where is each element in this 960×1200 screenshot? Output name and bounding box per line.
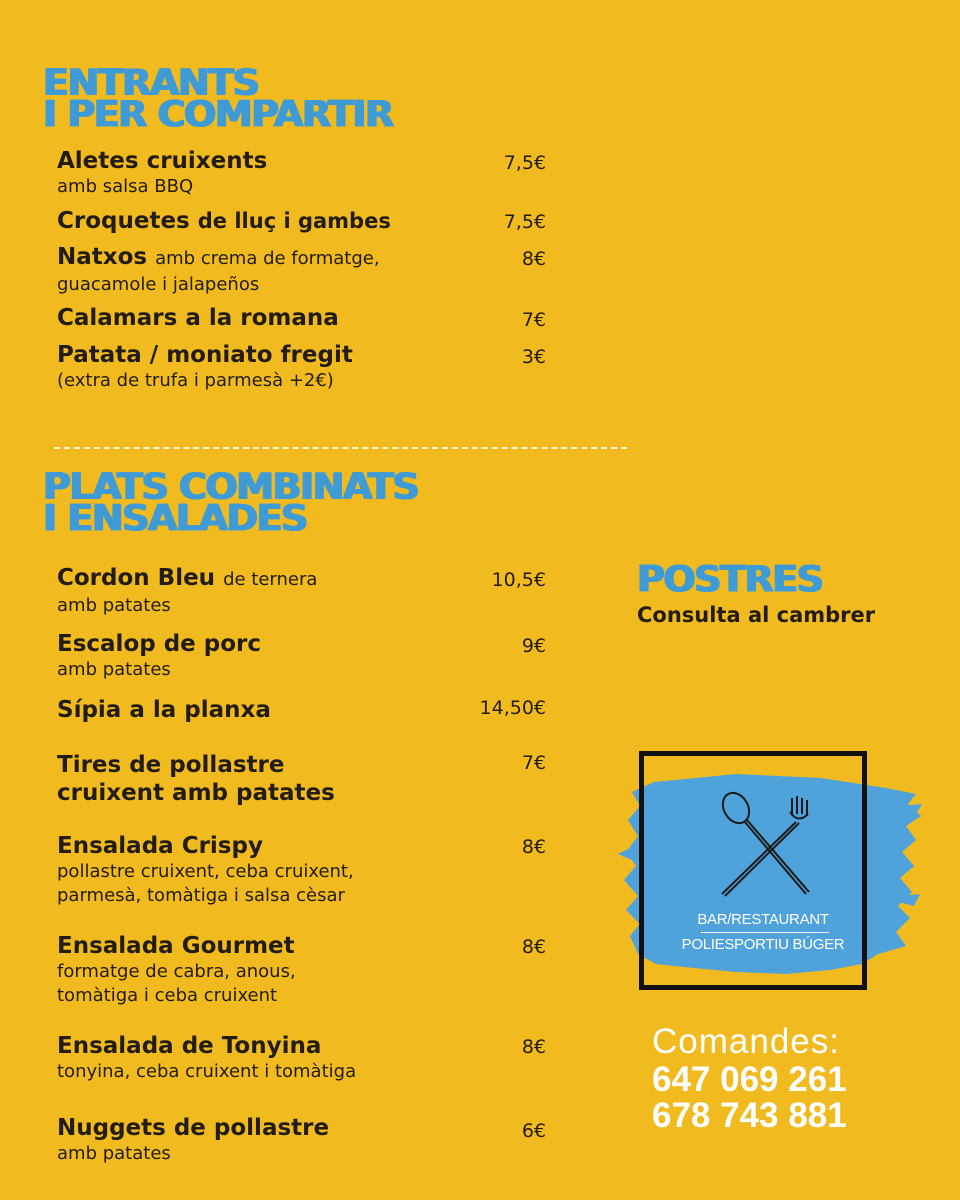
postres-subtitle: Consulta al cambrer (637, 603, 876, 627)
section-divider (54, 447, 627, 449)
item-price: 14,50€ (479, 697, 546, 719)
item-description: amb patates (57, 659, 171, 680)
postres-title: POSTRES (637, 558, 823, 600)
item-name-line2: cruixent amb patates (57, 780, 335, 806)
item-description: tonyina, ceba cruixent i tomàtiga (57, 1061, 357, 1082)
menu-item (57, 630, 261, 682)
item-name: Ensalada Crispy (57, 833, 263, 859)
spoon-fork-icon (700, 790, 840, 900)
logo-underline (701, 932, 829, 933)
menu-item (57, 147, 267, 199)
plats-title-line2: I ENSALADES (43, 497, 307, 540)
menu-item (57, 832, 354, 908)
item-name: Ensalada Gourmet (57, 933, 295, 959)
menu-item (57, 304, 339, 332)
item-inline-description: de lluç i gambes (197, 209, 391, 233)
item-price: 9€ (521, 635, 546, 657)
item-name: Tires de pollastre (57, 752, 285, 778)
item-name: Aletes cruixents (57, 148, 268, 174)
item-description: amb salsa BBQ (57, 176, 194, 197)
item-description: amb patates (57, 1143, 171, 1164)
logo-name-line2: POLIESPORTIU BÚGER (681, 936, 845, 953)
item-price: 8€ (521, 836, 546, 858)
item-name: Cordon Bleu (57, 565, 216, 591)
item-name: Croquetes (57, 208, 190, 234)
menu-item (57, 751, 335, 807)
item-price: 8€ (521, 936, 546, 958)
item-price: 6€ (521, 1120, 546, 1142)
entrants-title-line1: ENTRANTS (43, 61, 259, 104)
menu-item (57, 341, 353, 393)
menu-item (57, 1114, 329, 1166)
comandes-phone-2[interactable]: 678 743 881 (652, 1096, 847, 1135)
plats-title (43, 465, 419, 540)
comandes-phone-1[interactable]: 647 069 261 (652, 1060, 847, 1099)
item-price: 7,5€ (503, 211, 546, 233)
menu-item (57, 1032, 356, 1084)
item-description: amb patates (57, 595, 171, 616)
item-price: 3€ (521, 346, 546, 368)
item-name: Nuggets de pollastre (57, 1115, 330, 1141)
item-name: Ensalada de Tonyina (57, 1033, 322, 1059)
item-price: 7,5€ (503, 152, 546, 174)
item-name: Calamars a la romana (57, 305, 339, 331)
item-price: 7€ (521, 309, 546, 331)
item-inline-description: amb crema de formatge, (155, 248, 380, 269)
item-name: Sípia a la planxa (57, 697, 271, 723)
item-price: 8€ (521, 1036, 546, 1058)
item-name: Escalop de porc (57, 631, 262, 657)
comandes-label: Comandes: (652, 1022, 840, 1061)
plats-title-line1: PLATS COMBINATS (43, 465, 419, 508)
item-description: (extra de trufa i parmesà +2€) (57, 370, 334, 391)
item-description: formatge de cabra, anous, (57, 961, 296, 982)
item-description: pollastre cruixent, ceba cruixent, (57, 861, 354, 882)
item-name: Natxos (57, 244, 148, 270)
menu-item (57, 207, 391, 235)
entrants-title-line2: I PER COMPARTIR (43, 93, 393, 136)
item-price: 10,5€ (491, 569, 546, 591)
item-name: Patata / moniato fregit (57, 342, 353, 368)
logo-name-line1: BAR/RESTAURANT (697, 911, 829, 928)
item-price: 7€ (521, 752, 546, 774)
item-description-line2: tomàtiga i ceba cruixent (57, 985, 278, 1006)
entrants-title (43, 61, 393, 136)
item-inline-description: de ternera (223, 569, 318, 590)
item-description: guacamole i jalapeños (57, 274, 260, 295)
item-description-line2: parmesà, tomàtiga i salsa cèsar (57, 885, 345, 906)
menu-item (57, 564, 317, 618)
menu-item (57, 696, 271, 724)
menu-item (57, 932, 296, 1008)
item-price: 8€ (521, 248, 546, 270)
menu-item (57, 243, 380, 297)
